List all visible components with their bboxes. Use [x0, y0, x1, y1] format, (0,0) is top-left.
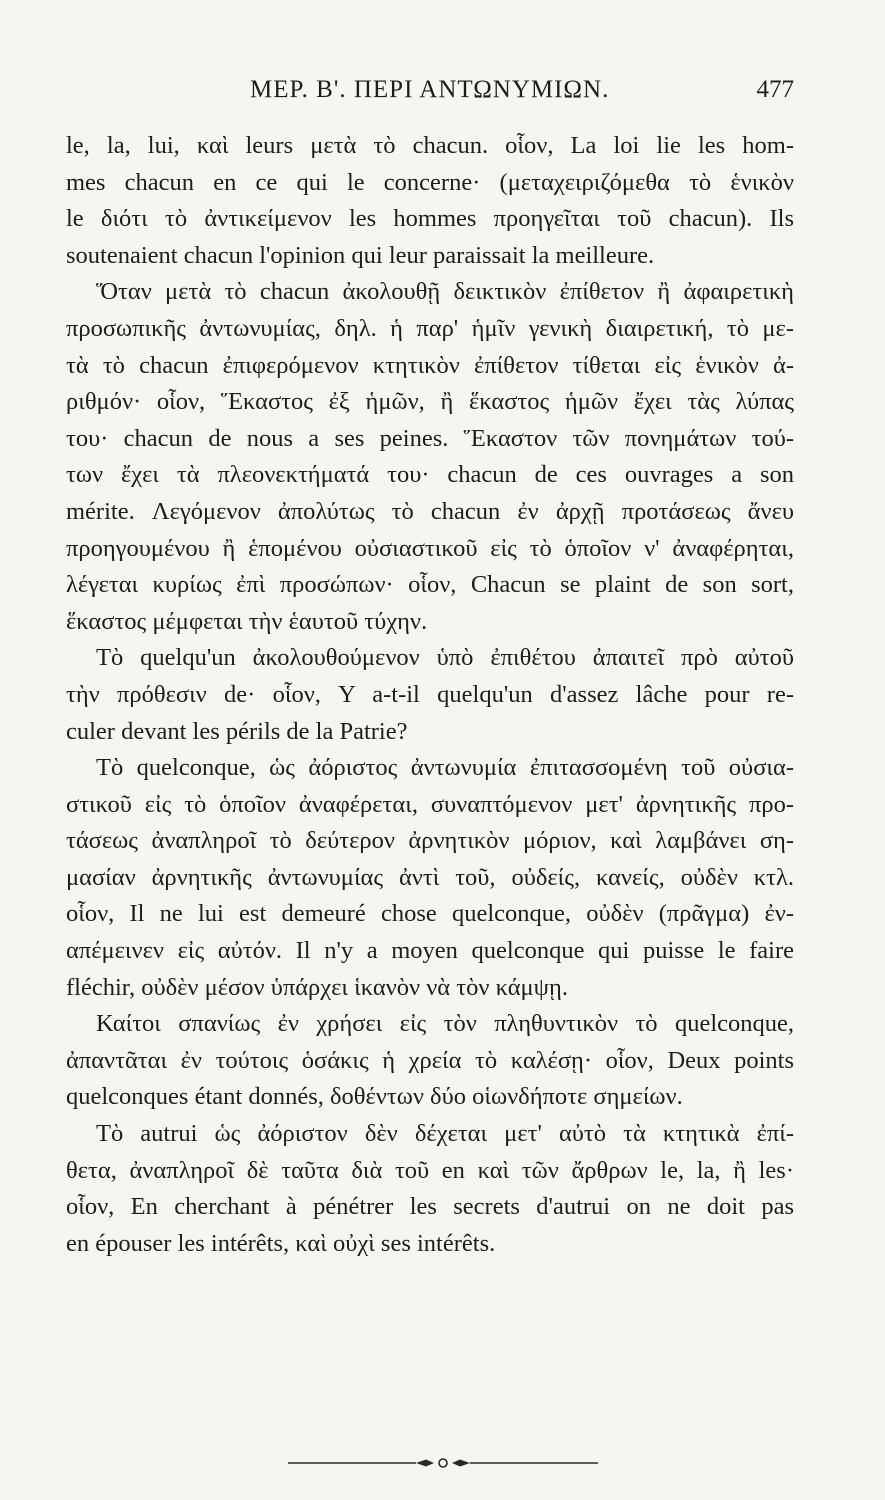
- text-line: en épouser les intérêts, καὶ οὐχὶ ses intérêts.: [66, 1229, 496, 1257]
- text-line: ριθμόν· οἷον, Ἕκαστος ἐξ ἡμῶν, ἢ ἕκαστος ἡμῶν ἔχει τὰς λύπας: [66, 388, 794, 416]
- text-line: le, la, lui, καὶ leurs μετὰ τὸ chacun. οἷον, La loi lie les hom-: [66, 132, 794, 159]
- text-line: τὰ τὸ chacun ἐπιφερόμενον κτητικὸν ἐπίθετον τίθεται εἰς ἑνικὸν ἀ-: [66, 351, 794, 379]
- text-line: προηγουμένου ἢ ἑπομένου οὐσιαστικοῦ εἰς τὸ ὁποῖον ν' ἀναφέρηται,: [66, 534, 794, 562]
- body-text: [66, 128, 794, 1262]
- running-head: [66, 76, 794, 116]
- text-line: mes chacun en ce qui le concerne· (μεταχειριζόμεθα τὸ ἑνικὸν: [66, 168, 794, 196]
- text-line: τὴν πρόθεσιν de· οἷον, Y a-t-il quelqu'un d'assez lâche pour re-: [66, 680, 794, 708]
- text-line: λέγεται κυρίως ἐπὶ προσώπων· οἷον, Chacun se plaint de son sort,: [66, 571, 794, 599]
- running-head-title: ΜΕΡ. Β'. ΠΕΡΙ ΑΝΤΩΝΥΜΙΩΝ.: [250, 76, 610, 103]
- text-line: μασίαν ἀρνητικῆς ἀντωνυμίας ἀντὶ τοῦ, οὐδείς, κανείς, οὐδὲν κτλ.: [66, 863, 794, 891]
- text-line: απέμεινεν εἰς αὐτόν. Il n'y a moyen quelconque qui puisse le faire: [66, 937, 794, 965]
- text-line: Καίτοι σπανίως ἐν χρήσει εἰς τὸν πληθυντικὸν τὸ quelconque,: [96, 1010, 794, 1038]
- text-line: οἷον, Il ne lui est demeuré chose quelconque, οὐδὲν (πρᾶγμα) ἐν-: [66, 900, 794, 928]
- text-line: Ὅταν μετὰ τὸ chacun ἀκολουθῇ δεικτικὸν ἐπίθετον ἢ ἀφαιρετικὴ: [96, 278, 794, 306]
- text-line: Τὸ quelqu'un ἀκολουθούμενον ὑπὸ ἐπιθέτου ἀπαιτεῖ πρὸ αὐτοῦ: [96, 644, 794, 672]
- text-line: οἷον, En cherchant à pénétrer les secrets d'autrui on ne doit pas: [66, 1193, 794, 1221]
- text-line: culer devant les périls de la Patrie?: [66, 717, 408, 745]
- text-line: του· chacun de nous a ses peines. Ἕκαστον τῶν πονημάτων τού-: [66, 424, 794, 452]
- text-line: των ἔχει τὰ πλεονεκτήματά του· chacun de ces ouvrages a son: [66, 461, 794, 489]
- text-line: le διότι τὸ ἀντικείμενον les hommes προηγεῖται τοῦ chacun). Ils: [66, 205, 794, 233]
- text-line: θετα, ἀναπληροῖ δὲ ταῦτα διὰ τοῦ en καὶ τῶν ἄρθρων le, la, ἢ les·: [66, 1156, 794, 1184]
- end-ornament: [288, 1455, 598, 1471]
- text-line: fléchir, οὐδὲν μέσον ὑπάρχει ἱκανὸν νὰ τὸν κάμψῃ.: [66, 973, 568, 1001]
- text-line: soutenaient chacun l'opinion qui leur paraissait la meilleure.: [66, 241, 655, 269]
- text-line: Τὸ autrui ὡς ἀόριστον δὲν δέχεται μετ' αὐτὸ τὰ κτητικὰ ἐπί-: [96, 1120, 794, 1148]
- text-line: προσωπικῆς ἀντωνυμίας, δηλ. ἡ παρ' ἡμῖν γενικὴ διαιρετική, τὸ με-: [66, 314, 794, 342]
- text-line: quelconques étant donnés, δοθέντων δύο οἱωνδήποτε σημείων.: [66, 1083, 683, 1111]
- text-line: Τὸ quelconque, ὡς ἀόριστος ἀντωνυμία ἐπιτασσομένη τοῦ οὐσια-: [96, 754, 794, 782]
- page-number: 477: [756, 76, 794, 103]
- text-line: στικοῦ εἰς τὸ ὁποῖον ἀναφέρεται, συναπτόμενον μετ' ἀρνητικῆς προ-: [66, 790, 794, 818]
- text-line: mérite. Λεγόμενον ἀπολύτως τὸ chacun ἐν ἀρχῇ προτάσεως ἄνευ: [66, 497, 794, 525]
- text-line: τάσεως ἀναπληροῖ τὸ δεύτερον ἀρνητικὸν μόριον, καὶ λαμβάνει ση-: [66, 827, 794, 855]
- text-line: ἀπαντᾶται ἐν τούτοις ὁσάκις ἡ χρεία τὸ καλέσῃ· οἷον, Deux points: [66, 1046, 794, 1074]
- text-line: ἕκαστος μέμφεται τὴν ἑαυτοῦ τύχην.: [66, 607, 428, 635]
